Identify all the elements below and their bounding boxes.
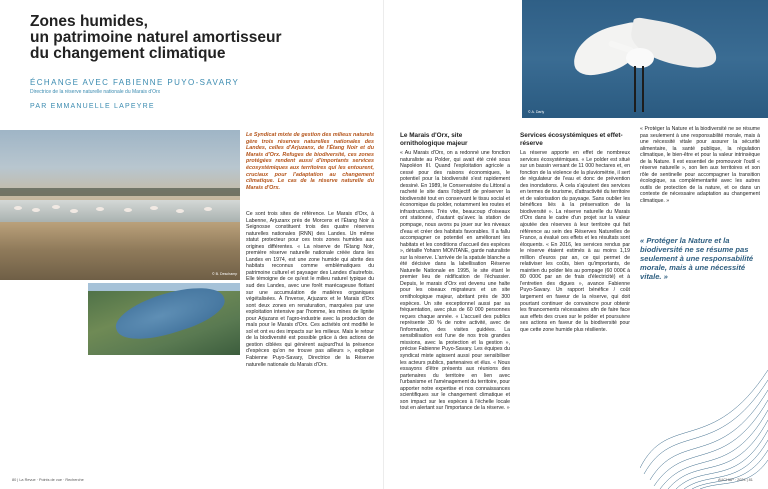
interviewee-role: Directrice de la réserve naturelle nationale du Marais d'Orx xyxy=(30,89,161,95)
body-column-4: « Protéger la Nature et la biodiversité ne se résume pas seulement à une responsabilité morale, mais à une nécessité vitale pour assurer la sécurité alimentaire, la santé publique, la régulation climatique, le bien-être et pour la valeur intrinsèque de la Nature. Il est essentiel de promouvoir l'outil « réserve naturelle », son lien aux territoires et son rôle de sentinelle pour accompagner la transition écologique, sa complémentarité avec les autres outils de protection de la nature, et ce dans un contexte de nécessaire adaptation au changement climatique. » xyxy=(640,126,760,205)
flamingo-lagoon-photo xyxy=(0,130,240,280)
flamingo-bird xyxy=(32,208,40,212)
flamingo-bird xyxy=(176,209,184,213)
title-line-1: Zones humides, xyxy=(30,13,148,30)
body-column-3: La réserve apporte en effet de nombreux services écosystémiques. « Le polder est situé sur un bassin versant de 11 000 hectares et, en fonction de la violence de la pluviométrie, il sert de régulateur de l'eau et donc de prévention des inondations. À cela s'ajoutent des services en termes de tourisme, d'attractivité du territoire et de valorisation du paysage. Sans oublier les bénéfices liés à la préservation de la biodiversité ». La réserve naturelle du Marais d'Orx dans le cadre d'un projet sur la valeur ajoutée des réserves à leur territoire qui fait référence au sein des Réserves Naturelles de France, a évalué ces effets et les résultats sont éloquents. « En 2016, les services rendus par le réserve étaient estimés à au moins 1,19 million d'euros par an, ce qui permet de relativiser les coûts, bien qu'importants, de maintien du polder liés au pompage (60 000€ à 80 000€ par an de frais d'électricité) et à l'entretien des digues », avance Fabienne Puyo-Savary. Un rapport bénéfice / coût largement en faveur de la réserve, qui doit pourtant continuer de convaincre pour obtenir les financements nécessaires afin de faire face aux effets des crues sur le polder et poursuivre ses actions en faveur de la biodiversité pour que cette zone humide plus résiliente. xyxy=(520,150,630,333)
flamingo-bird xyxy=(124,208,132,212)
photo-credit: © B. Deschamp xyxy=(212,272,238,276)
spoonbill-leg xyxy=(634,66,636,112)
title-line-3: du changement climatique xyxy=(30,45,226,62)
spoonbill-leg xyxy=(642,66,644,112)
flamingo-bird xyxy=(96,207,104,211)
decorative-wave-lines xyxy=(640,320,768,489)
section-heading-services: Services écosystémiques et effet-réserve xyxy=(520,132,623,147)
article-lead: Le Syndicat mixte de gestion des milieux naturels gère trois réserves naturelles nationales des Landes, celles d'Arjuzanx, de l'Étang Noir et du Marais d'Orx. Refuges de biodiversité, ces zones protégées rendent aussi d'importants services écosystémiques aux territoires qui les entourent, cruciaux pour l'adaptation au changement climatique. Le cas de la réserve naturelle du Marais d'Orx. xyxy=(246,132,374,191)
flamingo-bird xyxy=(70,209,78,213)
footer-left: 80 | La Revue · Points de vue · Recherche xyxy=(12,478,84,482)
horizon-sky xyxy=(88,283,240,291)
flamingo-bird xyxy=(52,205,60,209)
interview-kicker: ÉCHANGE AVEC FABIENNE PUYO-SAVARY xyxy=(30,78,240,87)
article-author: PAR EMMANUELLE LAPEYRE xyxy=(30,103,155,110)
photo-credit: © A. Darly xyxy=(528,110,545,114)
body-column-2: « Au Marais d'Orx, on a redonné une fonction naturaliste au Polder, qui avait été créé sous Napoléon III. Quand l'exploitation agricole a cessé pour des raisons économiques, le potentiel pour la biodiversité s'est rapidement dessiné. En 1989, le Conservatoire du Littoral a racheté le site dans l'objectif de préserver la biodiversité tout en conservant le tissu social et économique du polder, notamment les routes et infrastructures. Très vite, beaucoup d'oiseaux ont stationné, d'autant qu'avec la station de pompage, nous avons pu jouer sur les niveaux d'eau et créer des habitats favorables. Il a fallu accompagner ce potentiel en améliorant les habitats et les conditions d'accueil des espèces », détaille Yohann MONTANE, garde naturaliste sur la réserve. L'arrivée de la spatule blanche a été décisive dans la labellisation Réserve Naturelle Nationale en 1995, le site étant le premier lieu de nidification de l'échassier. Depuis, le marais d'Orx est devenu une halte pour les oiseaux migrateurs et un site ornithologique majeur, abritant près de 300 espèces. Un site exceptionnel aussi par sa fréquentation, avec plus de 60 000 personnes reçues chaque année. « L'accueil des publics représente 30 % de notre activité, avec de l'information, des visites guidées. La sensibilisation est l'une de nos trois grandes missions, avec la protection et la gestion », précise Fabienne Puyo-Savary. Les équipes du syndicat mixte agissent aussi pour sensibiliser les acteurs publics, partenaires et élus. « Nous essayons d'être présents aux réunions des partenaires du territoire en lien avec l'urbanisme et l'aménagement du territoire, pour apporter notre expertise et nos connaissances scientifiques sur le changement climatique et son impact sur les espèces à l'échelle locale tout en alertant sur l'importance de la réserve. » xyxy=(400,150,510,412)
footer-right: AUCHAP · 2024 | 81 xyxy=(718,478,753,482)
spoonbill-body xyxy=(626,48,654,68)
aerial-marsh-photo xyxy=(88,283,240,355)
tree-line xyxy=(0,188,240,196)
article-title xyxy=(30,14,320,62)
flamingo-bird xyxy=(14,206,22,210)
title-line-2: un patrimoine naturel amortisseur xyxy=(30,29,282,46)
section-heading-marais: Le Marais d'Orx, site ornithologique majeur xyxy=(400,132,468,147)
marsh-lake xyxy=(111,283,230,349)
body-column-1: Ce sont trois sites de référence. Le Marais d'Orx, à Labenne, Arjuzanx près de Morcenx et l'Étang Noir à Seignosse constituent trois des quatre réserves naturelles nationales (RNN) des Landes. Un même statut protecteur pour ces trois zones humides aux origines différentes. « La réserve de l'Étang Noir, première réserve naturelle nationale créée dans les Landes en 1974, est une zone humide qui abrite des habitats reconnus comme emblématiques du patrimoine culturel et paysager des Landes d'autrefois. Elle témoigne de ce qu'est le milieu naturel typique du sud des Landes, avec une forêt marécageuse flottant sur une accumulation de matières organiques végétalisées. À l'inverse, Arjuzanx et le Marais d'Orx sont deux zones en renaturation, marquées par une exploitation intensive par l'homme, les mines de lignite pour Arjuzanx et l'agro-industrie avec la production de maïs pour le Marais d'Orx. Ces activités ont modifié le sol et ont eu des impacts sur les milieux. Mais le retour de la biodiversité est possible grâce à des actions de gestion ciblées qui génèrent aujourd'hui la présence d'espèces qu'on ne trouve pas ailleurs », explique Fabienne Puyo-Savary, Directrice de la Réserve naturelle nationale du Marais d'Orx. xyxy=(246,211,374,368)
flamingo-bird xyxy=(150,206,158,210)
flamingo-bird xyxy=(204,207,212,211)
spoonbill-photo xyxy=(522,0,768,118)
pull-quote: « Protéger la Nature et la biodiversité ne se résume pas seulement à une responsabilité morale, mais à une nécessité vitale. » xyxy=(640,236,754,281)
